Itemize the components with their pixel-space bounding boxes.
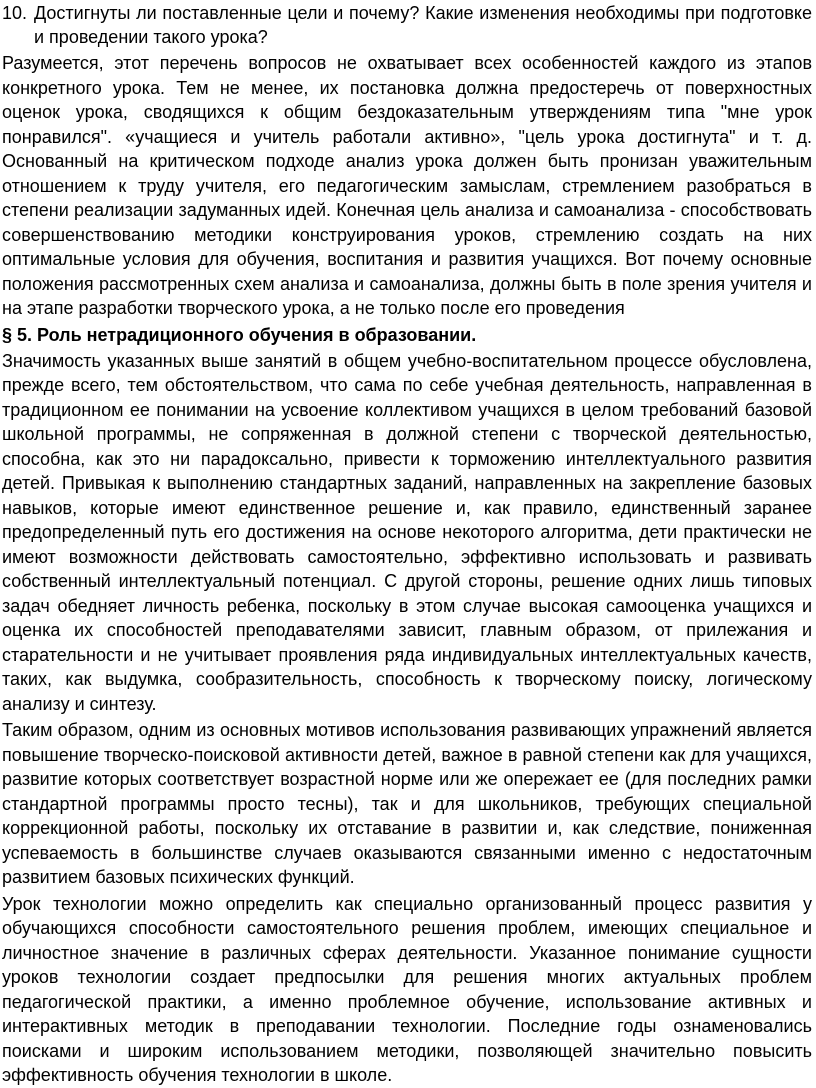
numbered-question [2, 1, 812, 49]
question-text: Достигнуты ли поставленные цели и почему? Какие изменения необходимы при подготовке и проведении такого урока? [34, 3, 812, 47]
paragraph-analysis-summary: Разумеется, этот перечень вопросов не охватывает всех особенностей каждого из этапов конкретного урока. Тем не менее, их постановка должна предостеречь от поверхностных оценок урока, сводящихся к общим бездоказательным утверждениям типа "мне урок понравился". «учащиеся и учитель работали активно», "цель урока достигнута" и т. д. Основанный на критическом подходе анализ урока должен быть пронизан уважительным отношением к труду учителя, его педагогическим замыслам, стремлением разобраться в степени реализации задуманных идей. Конечная цель анализа и самоанализа - способствовать совершенствованию методики конструирования уроков, стремлению создать на них оптимальные условия для обучения, воспитания и развития учащихся. Вот почему основные положения рассмотренных схем анализа и самоанализа, должны быть в поле зрения учителя и на этапе разработки творческого урока, а не только после его проведения [2, 53, 812, 318]
section-heading: § 5. Роль нетрадиционного обучения в образовании. [2, 324, 477, 345]
question-number: 10. [2, 3, 28, 23]
paragraph-significance: Значимость указанных выше занятий в общем учебно-воспитательном процессе обусловлена, прежде всего, тем обстоятельством, что сама по себе учебная деятельность, направленная в традиционном ее понимании на усвоение коллективом учащихся в целом требований базовой школьной программы, не сопряженная в должной степени с творческой деятельностью, способна, как это ни парадоксально, привести к торможению интеллектуального развития детей. Привыкая к выполнению стандартных заданий, направленных на закрепление базовых навыков, которые имеют единственное решение и, как правило, единственный заранее предопределенный путь его достижения на основе некоторого алгоритма, дети практически не имеют возможности действовать самостоятельно, эффективно использовать и развивать собственный интеллектуальный потенциал. С другой стороны, решение одних лишь типовых задач обедняет личность ребенка, поскольку в этом случае высокая самооценка учащихся и оценка их способностей преподавателями зависит, главным образом, от прилежания и старательности и не учитывает проявления ряда индивидуальных интеллектуальных качеств, таких, как выдумка, сообразительность, способность к творческому поиску, логическому анализу и синтезу. [2, 350, 812, 714]
paragraph-motives: Таким образом, одним из основных мотивов использования развивающих упражнений является повышение творческо-поисковой активности детей, важное в равной степени как для учащихся, развитие которых соответствует возрастной норме или же опережает ее (для последних рамки стандартной программы просто тесны), так и для школьников, требующих специальной коррекционной работы, поскольку их отставание в развитии и, как следствие, пониженная успеваемость в большинстве случаев оказываются связанными именно с недостаточным развитием базовых психических функций. [2, 720, 812, 887]
paragraph-technology-lesson: Урок технологии можно определить как специально организованный процесс развития у обучающихся способности самостоятельного решения проблем, имеющих специальное и личностное значение в различных сферах деятельности. Указанное понимание сущности уроков технологии создает предпосылки для решения многих актуальных проблем педагогической практики, а именно проблемное обучение, использование активных и интерактивных методик в преподавании технологии. Последние годы ознаменовались поисками и широким использованием методики, позволяющей значительно повысить эффективность обучения технологии в школе. [2, 893, 812, 1085]
document-page [0, 1, 816, 1083]
